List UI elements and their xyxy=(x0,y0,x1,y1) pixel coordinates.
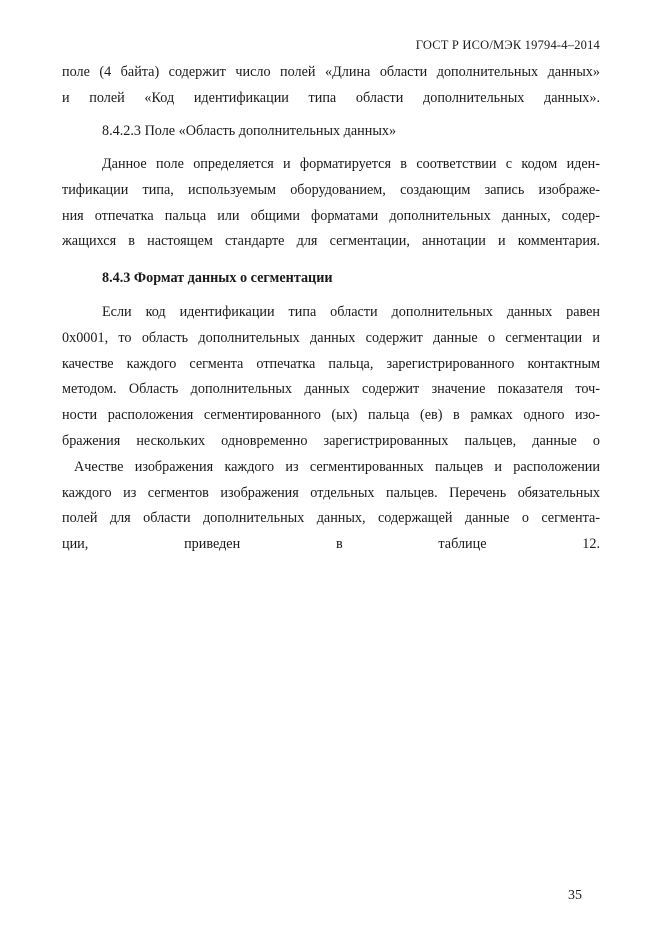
text-line: 0x0001, то область дополнительных данных содержит данные о сегментации и xyxy=(62,329,600,346)
text-line: Если код идентификации типа области дополнительных данных равен xyxy=(102,304,600,320)
text-line: ции, приведен в таблице 12. xyxy=(62,536,600,553)
section-heading-8-4-2-3: 8.4.2.3 Поле «Область дополнительных данных» xyxy=(102,123,397,139)
text-line: Данное поле определяется и форматируется в соответствии с кодом иден- xyxy=(102,156,600,172)
text-line: ния отпечатка пальца или общими форматами дополнительных данных, содер- xyxy=(62,207,600,224)
text-line: тификации типа, используемым оборудованием, создающим запись изображе- xyxy=(62,181,600,198)
text-line: жащихся в настоящем стандарте для сегментации, аннотации и комментария. xyxy=(62,233,600,250)
text-line: и полей «Код идентификации типа области дополнительных данных». xyxy=(62,89,600,106)
page-number: 35 xyxy=(568,888,582,903)
text-line: Ачестве изображения каждого из сегментированных пальцев и расположении xyxy=(74,458,600,475)
text-line: бражения нескольких одновременно зарегистрированных пальцев, данные о xyxy=(62,432,600,449)
paragraph-segmentation xyxy=(62,300,600,558)
section-heading-8-4-3: 8.4.3 Формат данных о сегментации xyxy=(102,270,333,286)
text-line: ности расположения сегментированного (ых) пальца (ев) в рамках одного изо- xyxy=(62,407,600,424)
paragraph-continuation xyxy=(62,60,600,112)
document-header: ГОСТ Р ИСО/МЭК 19794-4–2014 xyxy=(415,38,600,52)
text-line: методом. Область дополнительных данных содержит значение показателя точ- xyxy=(62,381,600,398)
text-line: поле (4 байта) содержит число полей «Длина области дополнительных данных» xyxy=(62,64,600,80)
paragraph-field-description xyxy=(62,152,600,255)
text-line: качестве каждого сегмента отпечатка пальца, зарегистрированного контактным xyxy=(62,355,600,372)
text-line: полей для области дополнительных данных, содержащей данные о сегмента- xyxy=(62,510,600,527)
text-line: каждого из сегментов изображения отдельных пальцев. Перечень обязательных xyxy=(62,484,600,501)
